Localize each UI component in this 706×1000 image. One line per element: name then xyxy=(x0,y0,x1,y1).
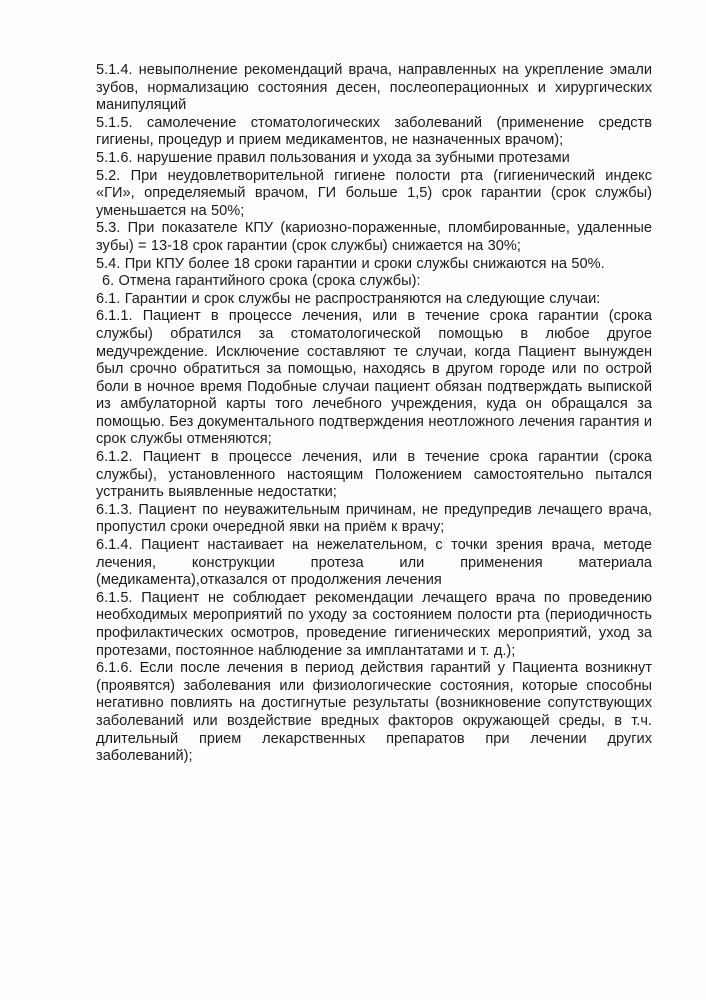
document-body xyxy=(96,62,652,766)
paragraph-5-2: 5.2. При неудовлетворительной гигиене полости рта (гигиенический индекс «ГИ», определяемый врачом, ГИ больше 1,5) срок гарантии (срок службы) уменьшается на 50%; xyxy=(96,167,652,219)
paragraph-6-1-4: 6.1.4. Пациент настаивает на нежелательном, с точки зрения врача, методе лечения, конструкции протеза или применения материала (медикамента),отказался от продолжения лечения xyxy=(96,537,652,589)
paragraph-6-1-6: 6.1.6. Если после лечения в период действия гарантий у Пациента возникнут (проявятся) заболевания или физиологические состояния, которые способны негативно повлиять на достигнутые результаты (возникновение сопутствующих заболеваний или воздействие вредных факторов окружающей среды, в т.ч. длительный прием лекарственных препаратов при лечении других заболеваний); xyxy=(96,660,652,765)
paragraph-5-4: 5.4. При КПУ более 18 сроки гарантии и сроки службы снижаются на 50%. xyxy=(96,255,605,272)
paragraph-5-1-6: 5.1.6. нарушение правил пользования и ухода за зубными протезами xyxy=(96,149,570,166)
paragraph-6-1-3: 6.1.3. Пациент по неуважительным причинам, не предупредив лечащего врача, пропустил сроки очередной явки на приём к врачу; xyxy=(96,501,652,536)
paragraph-5-1-4: 5.1.4. невыполнение рекомендаций врача, направленных на укрепление эмали зубов, нормализацию состояния десен, послеоперационных и хирургических манипуляций xyxy=(96,62,652,114)
paragraph-5-1-5: 5.1.5. самолечение стоматологических заболеваний (применение средств гигиены, процедур и прием медикаментов, не назначенных врачом); xyxy=(96,114,652,149)
paragraph-6-1: 6.1. Гарантии и срок службы не распространяются на следующие случаи: xyxy=(96,290,601,307)
section-heading-6: 6. Отмена гарантийного срока (срока службы): xyxy=(102,273,421,290)
paragraph-6-1-5: 6.1.5. Пациент не соблюдает рекомендации лечащего врача по проведению необходимых мероприятий по уходу за состоянием полости рта (периодичность профилактических осмотров, проведение гигиенических мероприятий, уход за протезами, постоянное наблюдение за имплантатами и т. д.); xyxy=(96,589,652,659)
paragraph-6-1-2: 6.1.2. Пациент в процессе лечения, или в течение срока гарантии (срока службы), установленного настоящим Положением самостоятельно пытался устранить выявленные недостатки; xyxy=(96,449,652,501)
paragraph-5-3: 5.3. При показателе КПУ (кариозно-пораженные, пломбированные, удаленные зубы) = 13-18 срок гарантии (срок службы) снижается на 30%; xyxy=(96,220,652,254)
paragraph-6-1-1: 6.1.1. Пациент в процессе лечения, или в течение срока гарантии (срока службы) обратился за стоматологической помощью в любое другое медучреждение. Исключение составляют те случаи, когда Пациент вынужден был срочно обратиться за помощью, находясь в другом городе или по острой боли в ночное время Подобные случаи пациент обязан подтверждать выпиской из амбулаторной карты того лечебного учреждения, куда он обращался за помощью. Без документального подтверждения неотложного лечения гарантия и срок службы отменяются; xyxy=(96,308,652,448)
